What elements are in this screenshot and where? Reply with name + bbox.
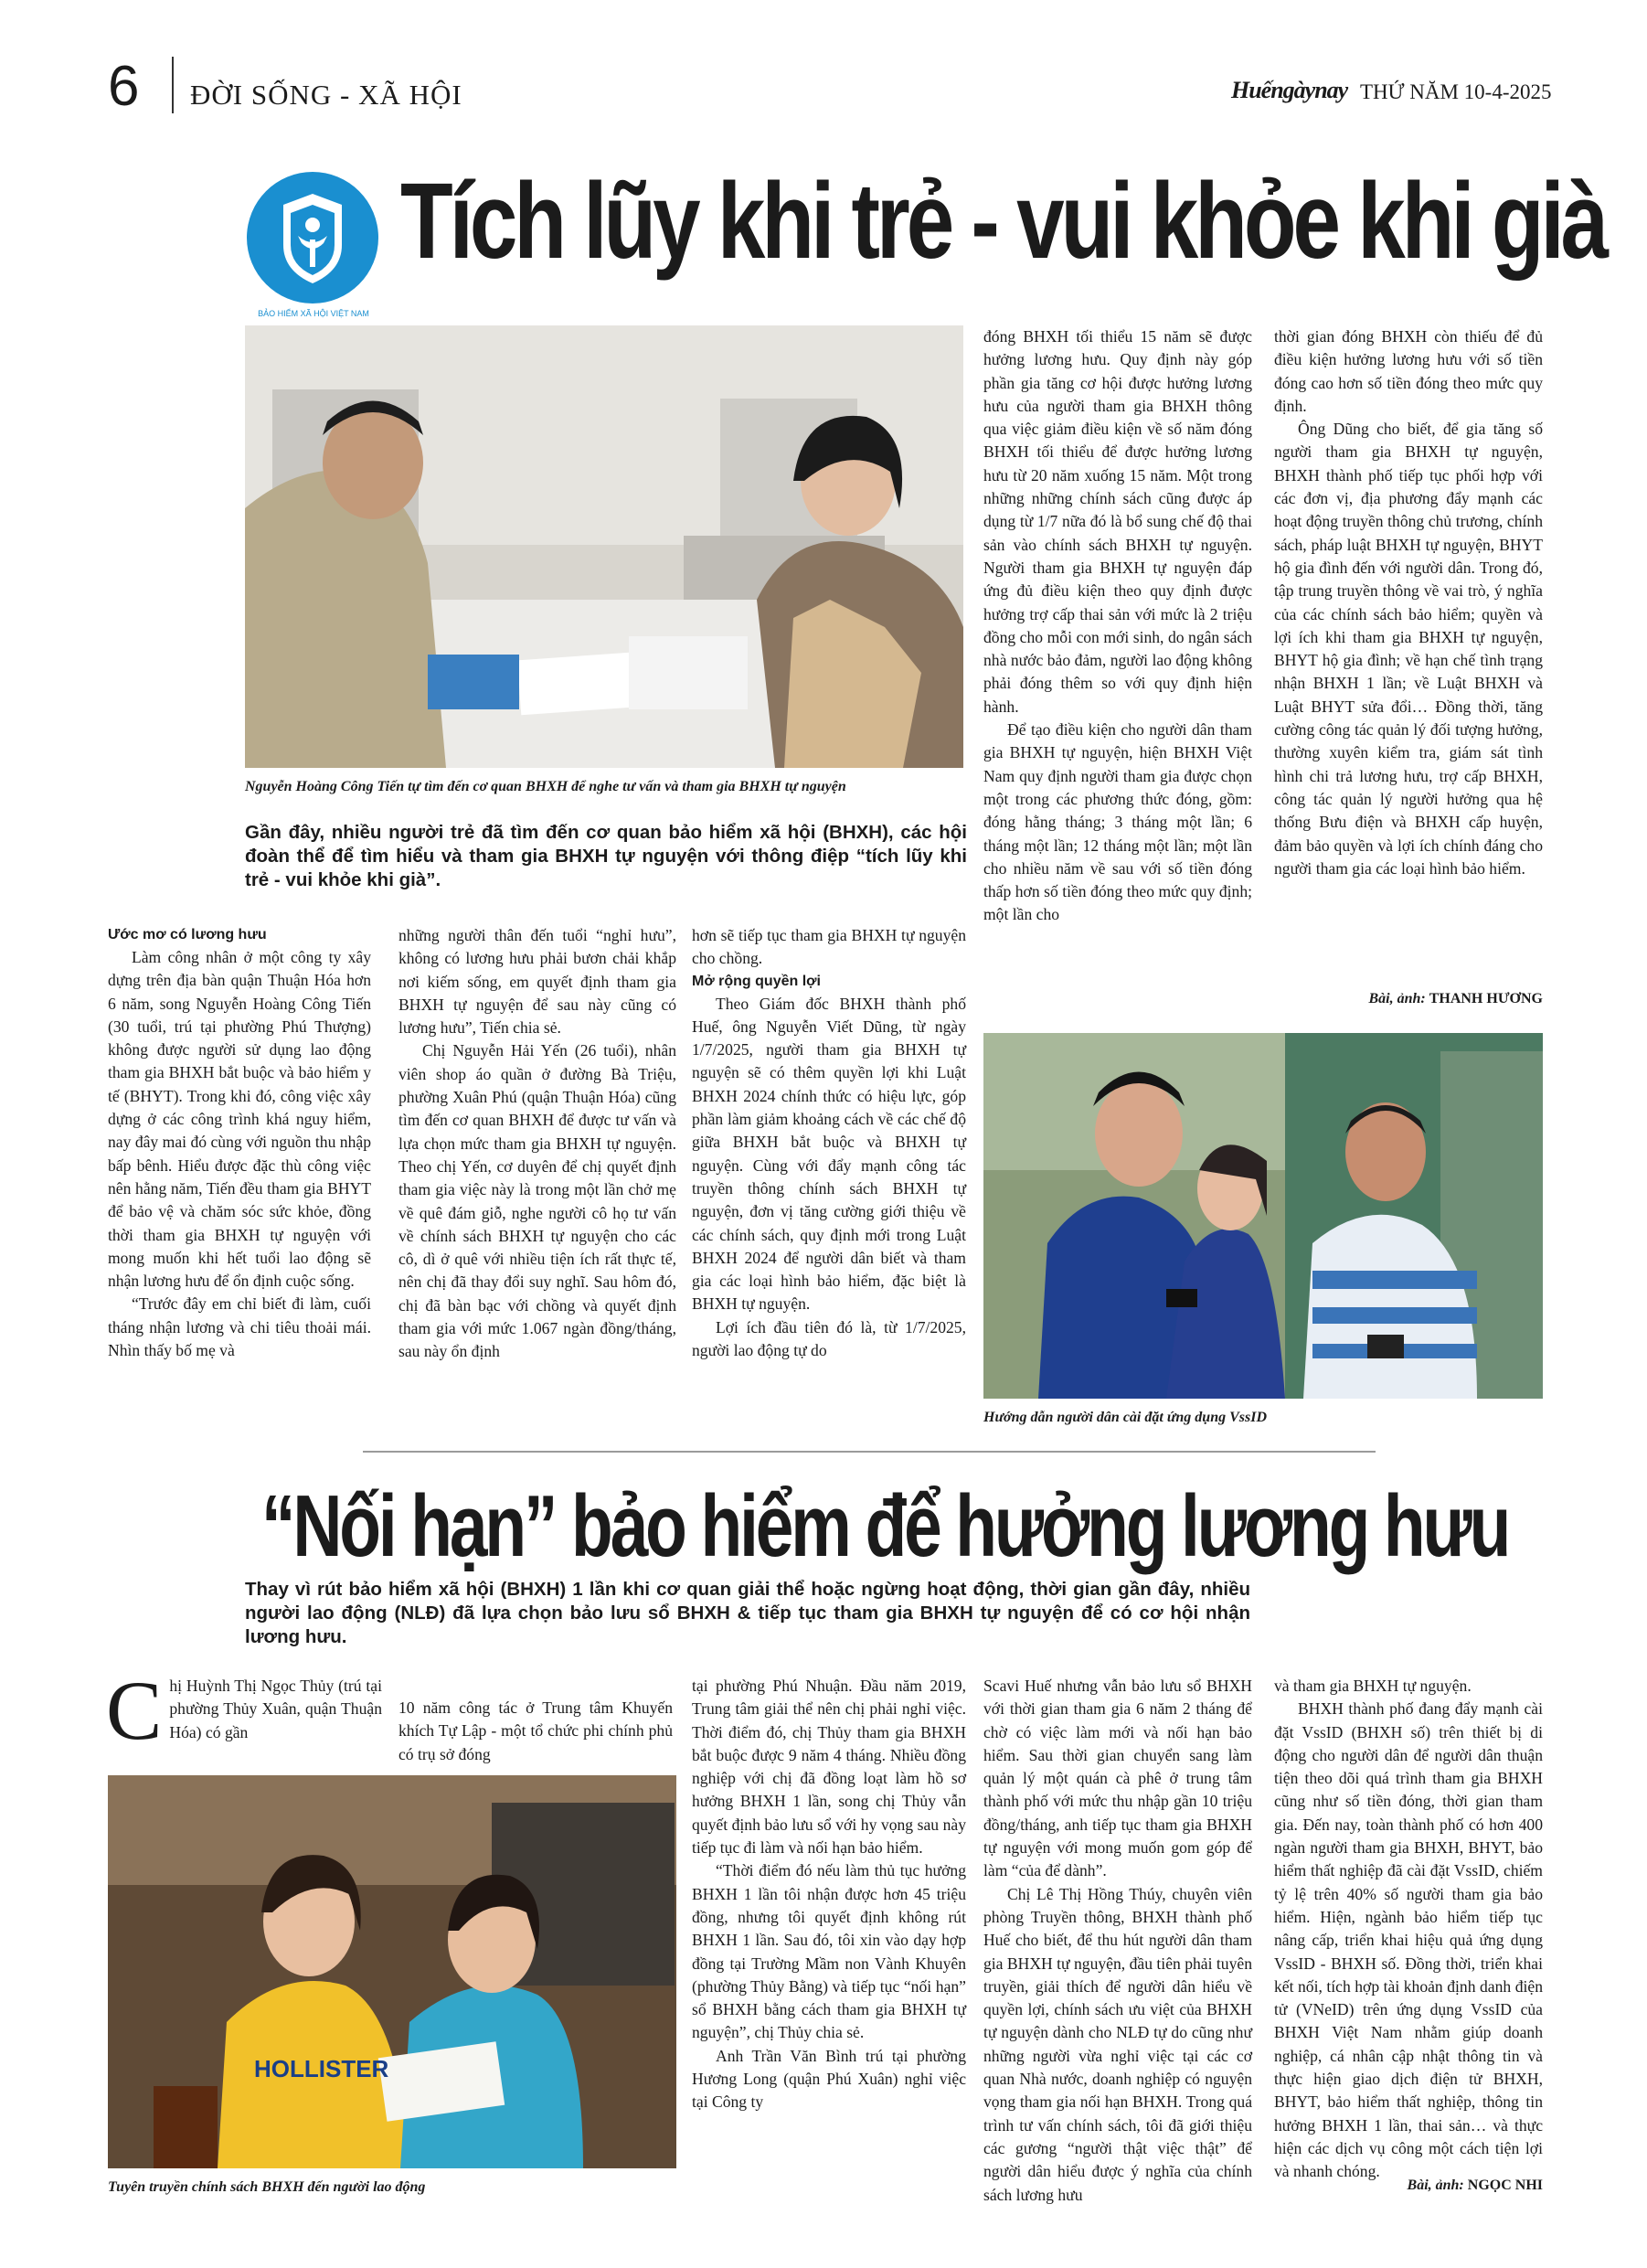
shirt-text: HOLLISTER bbox=[254, 2055, 389, 2082]
article1-photo-consultation bbox=[245, 325, 963, 768]
article1-column-1 bbox=[108, 924, 371, 1362]
article1-photo-vssid bbox=[983, 1033, 1543, 1399]
vssid-photo-illustration bbox=[983, 1033, 1543, 1399]
bhxh-logo bbox=[247, 172, 378, 303]
article2-paragraph: 10 năm công tác ở Trung tâm Khuyến khích Tự Lập - một tổ chức phi chính phủ có trụ sở đóng bbox=[398, 1698, 673, 1763]
byline-author: NGỌC NHI bbox=[1467, 2177, 1543, 2193]
article1-paragraph: Chị Nguyễn Hải Yến (26 tuổi), nhân viên shop áo quần ở đường Bà Triệu, phường Xuân Phú (quận Thuận Hóa) cũng tìm đến cơ quan BHXH để được tư vấn và lựa chọn mức tham gia BHXH tự nguyện. Theo chị Yến, cơ duyên để chị quyết định tham gia việc này là trong một lần chở mẹ về quê đám giỗ, nghe người cô họ tư vấn về chính sách BHXH tự nguyện cho các cô, dì ở quê với nhiều tiện ích rất thực tế, nên chị đã thay đổi suy nghĩ. Sau hôm đó, chị đã bàn bạc với chồng và quyết định tham gia với mức 1.067 ngàn đồng/tháng, sau này ổn định bbox=[398, 1041, 676, 1361]
article1-paragraph: Theo Giám đốc BHXH thành phố Huế, ông Nguyễn Viết Dũng, từ ngày 1/7/2025, người tham gia BHXH tự nguyện sẽ có thêm quyền lợi khi Luật BHXH 2024 chính thức có hiệu lực, góp phần làm giảm khoảng cách về các chế độ giữa BHXH bắt buộc và BHXH tự nguyện. Cùng với đẩy mạnh công tác truyền thông chính sách BHXH tự nguyện, đơn vị tăng cường giới thiệu về các chính sách, quy định mới trong Luật BHXH 2024 để người dân biết và tham gia các loại hình bảo hiểm, đặc biệt là BHXH tự nguyện. bbox=[692, 994, 966, 1314]
article1-column-2 bbox=[398, 924, 676, 1364]
article2-paragraph: Scavi Huế nhưng vẫn bảo lưu sổ BHXH với thời gian tham gia 6 năm 2 tháng để chờ có việc làm mới và nối hạn bảo hiểm. Sau thời gian chuyển sang làm quản lý một quán cà phê ở trung tâm thành phố với mức thu nhập gần 10 triệu đồng/tháng, anh tiếp tục tham gia BHXH tự nguyện với mong muốn gom góp để làm “của để dành”. bbox=[983, 1677, 1252, 1880]
article1-paragraph: đóng BHXH tối thiểu 15 năm sẽ được hưởng lương hưu. Quy định này góp phần gia tăng cơ hội được hưởng lương hưu của người tham gia BHXH thông qua việc giảm điều kiện về số năm đóng BHXH tối thiểu để được hưởng lương hưu từ 20 năm xuống 15 năm. Một trong những những chính sách cũng được áp dụng từ 1/7 nữa đó là bổ sung chế độ thai sản vào chính sách BHXH tự nguyện. Người tham gia BHXH tự nguyện đáp ứng đủ điều kiện theo quy định được hưởng trợ cấp thai sản với mức là 2 triệu đồng cho mỗi con mới sinh, do ngân sách nhà nước bảo đảm, người lao động không phải đóng thêm so với quy định hiện hành. bbox=[983, 327, 1252, 716]
consultation-photo-illustration bbox=[245, 325, 963, 768]
article2-sapo: Thay vì rút bảo hiểm xã hội (BHXH) 1 lần khi cơ quan giải thể hoặc ngừng hoạt động, thời gian gần đây, nhiều người lao động (NLĐ) đã lựa chọn bảo lưu sổ BHXH & tiếp tục tham gia BHXH tự nguyện để có cơ hội nhận lương hưu. bbox=[245, 1579, 1250, 1647]
article1-paragraph: hơn sẽ tiếp tục tham gia BHXH tự nguyện cho chồng. bbox=[692, 926, 966, 968]
article1-column-5 bbox=[1274, 325, 1543, 880]
article2-photo-propaganda bbox=[108, 1775, 676, 2168]
byline-prefix: Bài, ảnh: bbox=[1368, 991, 1426, 1006]
article1-paragraph: “Trước đây em chỉ biết đi làm, cuối tháng nhận lương và chi tiêu thoải mái. Nhìn thấy bố mẹ và bbox=[108, 1294, 371, 1360]
byline-prefix: Bài, ảnh: bbox=[1407, 2177, 1464, 2193]
dropcap: C bbox=[106, 1664, 163, 1757]
article1-subheading-1: Ước mơ có lương hưu bbox=[108, 927, 267, 942]
article2-photo-caption: Tuyên truyền chính sách BHXH đến người lao động bbox=[108, 2179, 426, 2195]
logo-caption: BẢO HIỂM XÃ HỘI VIỆT NAM bbox=[258, 309, 369, 318]
article1-paragraph: thời gian đóng BHXH còn thiếu để đủ điều kiện hưởng lương hưu với số tiền đóng cao hơn số tiền đóng theo mức quy định. bbox=[1274, 327, 1543, 415]
header-divider bbox=[172, 57, 174, 113]
article1-sapo: Gần đây, nhiều người trẻ đã tìm đến cơ quan bảo hiểm xã hội (BHXH), các hội đoàn thể để tìm hiểu và tham gia BHXH tự nguyện với thông điệp “tích lũy khi trẻ - vui khỏe khi già”. bbox=[245, 822, 967, 890]
article2-byline bbox=[1338, 2177, 1543, 2194]
article2-paragraph: BHXH thành phố đang đẩy mạnh cài đặt VssID (BHXH số) trên thiết bị di động cho người dân để người dân thuận tiện theo dõi quá trình tham gia BHXH cũng như số tiền đóng, thời gian tham gia. Đến nay, toàn thành phố có hơn 400 ngàn người tham gia BHXH, BHYT, bảo hiểm thất nghiệp đã cài đặt VssID, chiếm tỷ lệ trên 40% số người tham gia bảo hiểm. Hiện, ngành bảo hiểm tiếp tục nâng cấp, triển khai hiệu quả ứng dụng VssID - BHXH số. Đồng thời, triển khai kết nối, tích hợp tài khoản định danh điện tử (VNeID) trên ứng dụng VssID của BHXH Việt Nam nhằm giúp doanh nghiệp, cá nhân cập nhật thông tin và thực hiện giao dịch điện tử BHXH, BHYT, bảo hiểm thất nghiệp, thông tin hưởng BHXH 1 lần, thai sản… và thực hiện các dịch vụ công một cách tiện lợi và nhanh chóng. bbox=[1274, 1699, 1543, 2181]
article2-column-2 bbox=[398, 1697, 673, 1766]
propaganda-photo-illustration bbox=[108, 1775, 676, 2168]
article2-column-1 bbox=[106, 1664, 382, 1757]
page-number: 6 bbox=[108, 55, 140, 118]
article1-paragraph: những người thân đến tuổi “nghỉ hưu”, không có lương hưu phải bươn chải khắp nơi kiếm sống, em quyết định tham gia BHXH tự nguyện để sau này cũng có lương hưu”, Tiến chia sẻ. bbox=[398, 926, 676, 1038]
article2-paragraph: tại phường Phú Nhuận. Đầu năm 2019, Trung tâm giải thể nên chị phải nghỉ việc. Thời điểm đó, chị Thủy tham gia BHXH bắt buộc được 9 năm 4 tháng. Nhiều đồng nghiệp với chị đã đồng loạt làm hồ sơ hưởng BHXH 1 lần, song chị Thủy vẫn quyết định bảo lưu sổ với hy vọng sau này tiếp tục đi làm và nối hạn bảo hiểm. bbox=[692, 1677, 966, 1858]
article2-title: “Nối hạn” bảo hiểm để hưởng lương hưu bbox=[261, 1477, 1509, 1575]
bhxh-logo-icon bbox=[247, 172, 378, 303]
article1-column-3 bbox=[692, 924, 966, 1362]
article2-column-5 bbox=[1274, 1675, 1543, 2184]
article1-paragraph: Lợi ích đầu tiên đó là, từ 1/7/2025, người lao động tự do bbox=[692, 1317, 966, 1360]
article2-paragraph: Anh Trần Văn Bình trú tại phường Hương Long (quận Phú Xuân) nghỉ việc tại Công ty bbox=[692, 2046, 966, 2112]
article1-photo2-caption: Hướng dẫn người dân cài đặt ứng dụng VssID bbox=[983, 1410, 1268, 1425]
article1-subheading-2: Mở rộng quyền lợi bbox=[692, 973, 821, 989]
article2-column-4 bbox=[983, 1675, 1252, 2207]
article1-title: Tích lũy khi trẻ - vui khỏe khi già bbox=[400, 161, 1606, 282]
article1-byline bbox=[1338, 991, 1543, 1007]
article2-column-3 bbox=[692, 1675, 966, 2114]
masthead: Huếngàynay bbox=[1231, 77, 1348, 103]
article-divider bbox=[363, 1451, 1376, 1453]
article2-paragraph: và tham gia BHXH tự nguyện. bbox=[1274, 1677, 1472, 1695]
article2-paragraph: “Thời điểm đó nếu làm thủ tục hưởng BHXH 1 lần tôi nhận được hơn 45 triệu đồng, nhưng tôi quyết định không rút BHXH 1 lần. Sau đó, tôi xin vào dạy hợp đồng tại Trường Mầm non Vành Khuyên (phường Thủy Bằng) và tiếp tục “nối hạn” sổ BHXH bằng cách tham gia BHXH tự nguyện”, chị Thủy chia sẻ. bbox=[692, 1861, 966, 2042]
article1-paragraph: Để tạo điều kiện cho người dân tham gia BHXH tự nguyện, hiện BHXH Việt Nam quy định người tham gia được chọn một trong các phương thức đóng, gồm: đóng hằng tháng; 3 tháng một lần; 6 tháng một lần; 12 tháng một lần; một lần cho nhiều năm về sau với số tiền đóng thấp hơn số tiền đóng theo mức quy định; một lần cho bbox=[983, 720, 1252, 924]
article1-paragraph: Ông Dũng cho biết, để gia tăng số người tham gia BHXH tự nguyện, BHXH thành phố tiếp tục phối hợp với các đơn vị, địa phương đẩy mạnh các hoạt động truyền thông chủ trương, chính sách, pháp luật BHXH tự nguyện, BHYT hộ gia đình đến với người dân. Trong đó, tập trung truyền thông về vai trò, ý nghĩa của các chính sách bảo hiểm; quyền và lợi ích khi tham gia BHXH tự nguyện, BHYT hộ gia đình; về hạn chế tình trạng nhận BHXH 1 lần; về Luật BHXH và Luật BHYT sửa đổi… Đồng thời, tăng cường công tác quản lý đối tượng hưởng, thường xuyên kiểm tra, giám sát tình hình chi trả lương hưu, trợ cấp BHXH, công tác quản lý người hưởng qua hệ thống Bưu điện và BHXH cấp huyện, đảm bảo quyền và lợi ích chính đáng cho người tham gia các loại hình bảo hiểm. bbox=[1274, 420, 1543, 878]
article1-paragraph: Làm công nhân ở một công ty xây dựng trên địa bàn quận Thuận Hóa hơn 6 năm, song Nguyễn Hoàng Công Tiến (30 tuổi, trú tại phường Phú Thượng) không được người sử dụng lao động tham gia BHXH bắt buộc và bảo hiểm y tế (BHYT). Trong khi đó, công việc xây dựng ở các công trình khá nguy hiểm, nay đây mai đó cùng với nguồn thu nhập bấp bênh. Hiểu được đặc thù công việc nên hằng năm, Tiến đều tham gia BHYT để bảo vệ và chăm sóc sức khỏe, đồng thời tham gia BHXH tự nguyện với mong muốn khi hết tuổi lao động sẽ nhận lương hưu để ổn định cuộc sống. bbox=[108, 948, 371, 1291]
section-title: ĐỜI SỐNG - XÃ HỘI bbox=[190, 79, 462, 111]
byline-author: THANH HƯƠNG bbox=[1429, 991, 1543, 1006]
article2-paragraph: hị Huỳnh Thị Ngọc Thủy (trú tại phường Thủy Xuân, quận Thuận Hóa) có gần bbox=[169, 1677, 382, 1741]
article2-paragraph: Chị Lê Thị Hồng Thúy, chuyên viên phòng Truyền thông, BHXH thành phố Huế cho biết, để thu hút người dân tham gia BHXH tự nguyện, đầu tiên phải tuyên truyền, giải thích để người dân hiểu về quyền lợi, chính sách ưu việt của BHXH tự nguyện dành cho NLĐ tự do cũng như những người vừa nghỉ việc tại các cơ quan Nhà nước, doanh nghiệp có nguyện vọng tham gia nối hạn BHXH. Trong quá trình tư vấn chính sách, tôi đã giới thiệu các gương “người thật việc thật” để người dân hiểu được ý nghĩa của chính sách lương hưu bbox=[983, 1884, 1252, 2204]
issue-date: THỨ NĂM 10-4-2025 bbox=[1360, 80, 1552, 103]
article1-photo1-caption: Nguyễn Hoàng Công Tiến tự tìm đến cơ quan BHXH để nghe tư vấn và tham gia BHXH tự nguyện bbox=[245, 779, 846, 794]
article1-column-4 bbox=[983, 325, 1252, 927]
